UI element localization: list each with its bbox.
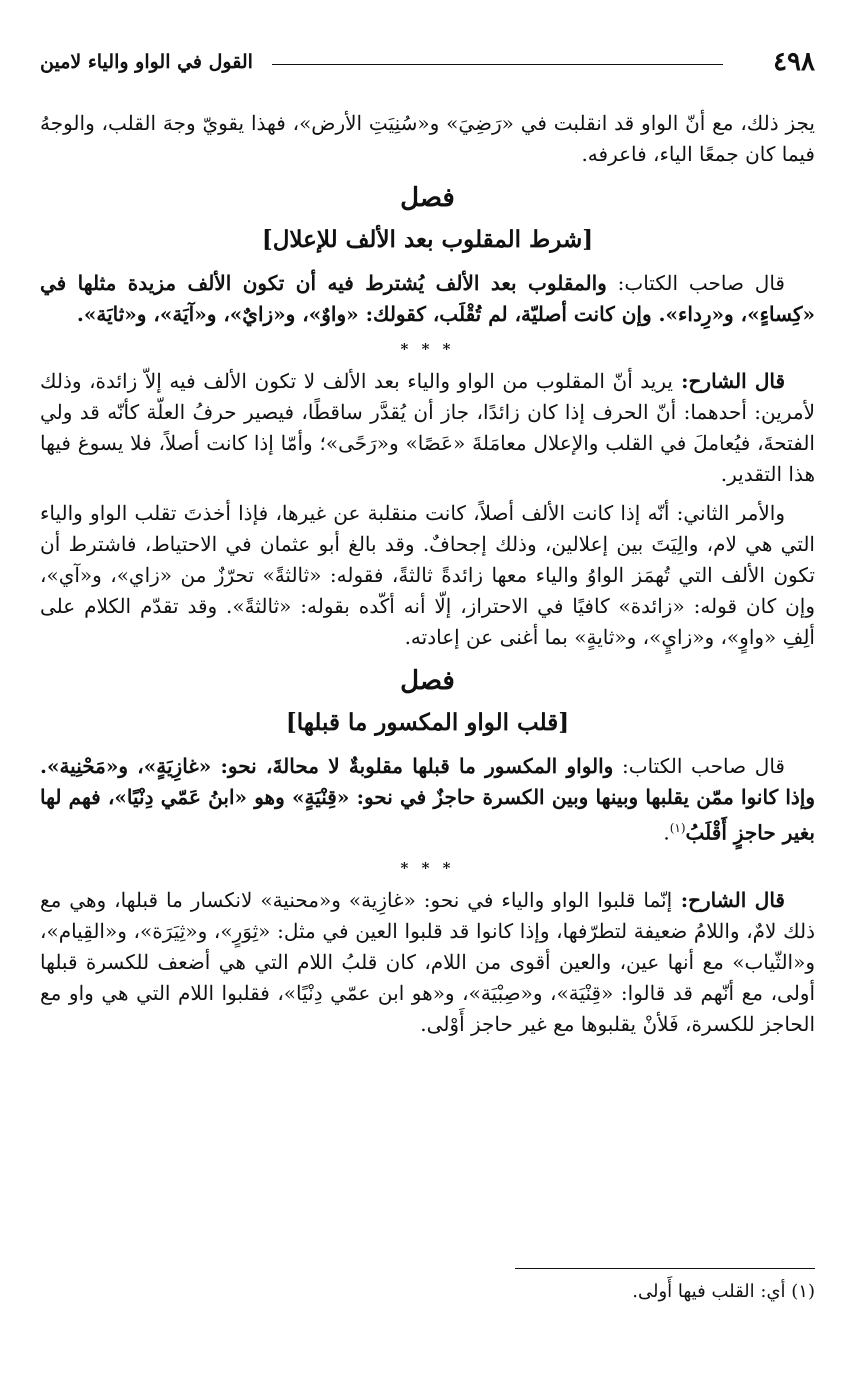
footnote-marker: (١)	[669, 821, 686, 835]
header-rule	[272, 64, 723, 65]
separator-stars: * * *	[400, 340, 455, 358]
section-heading: فصل	[400, 183, 455, 213]
section-subheading: [قلب الواو المكسور ما قبلها]	[285, 709, 570, 736]
commentary-paragraph	[40, 366, 815, 490]
commentator-label: قال الشارح:	[672, 369, 785, 393]
page-number: ٤٩٨	[773, 47, 815, 77]
author-quote: والمقلوب بعد الألف يُشترط فيه أن تكون الألف مزيدة مثلها في «كِساءٍ»، و«رِداء». وإن كانت أصليّة، لم تُقْلَب، كقولك: «واوٌ»، و«زايٌ»، و«آيَة»، و«ثايَة».	[40, 271, 815, 326]
footnote: (١) أي: القلب فيها أَولى.	[632, 1281, 815, 1302]
separator-stars: * * *	[400, 858, 455, 877]
running-header	[40, 46, 815, 78]
commentary-paragraph: والأمر الثاني: أنّه إذا كانت الألف أصلاً، كانت منقلبة عن غيرها، فإذا أخذتَ تقلب الواو والياء التي هي لام، والِيَتَ بين إعلالين، وذلك إجحافٌ. وقد بالغ أبو عثمان في الاحتياط، فاشترط أن تكون الألف التي تُهمَز الواوُ والياء معها زائدةً ثالثةً، فقوله: «ثالثةً» تحرّزٌ من «زاي»، و«آي»، وإن كان قوله: «زائدة» كافيًا في الاحتراز، إلّا أنه أكّده بقوله: «ثالثةً». وقد تقدّم الكلام على ألِفِ «واوٍ»، و«زايٍ»، و«ثايةٍ» بما أغنى عن إعادته.	[40, 501, 815, 649]
page-body	[40, 108, 815, 1048]
section-heading: فصل	[400, 666, 455, 696]
commentary-paragraph	[40, 885, 815, 1040]
commentator-label: قال الشارح:	[672, 887, 785, 912]
commentary-text: إنّما قلبوا الواو والياء في نحو: «غازِية» و«محنية» لانكسار ما قبلها، وهي مع ذلك لامٌ، واللامُ ضعيفة لتطرّفها، وإذا كانوا قد قلبوا العين في مثل: «ثِوَرٍ»، و«ثِيَرَة»، و«القِيام»، و«الثّياب» مع أنها عين، والعين أقوى من اللام، كان قلبُ اللام التي هي أضعف للكسرة قبلها أولى، مع أنّهم قد قالوا: «قِنْيَة»، و«صِبْيَة»، و«هو ابن عمّي دِنْيًا»، فقلبوا اللام التي هي واو مع الحاجز للكسرة، فَلأنْ يقلبوها مع غير حاجز أَوْلى.	[40, 887, 815, 1036]
paragraph-continuation: يجز ذلك، مع أنّ الواو قد انقلبت في «رَضِيَ» و«سُنِيَتِ الأرض»، فهذا يقويّ وجهَ القلب، والوجهُ فيما كان جمعًا الياء، فاعرفه.	[40, 111, 815, 166]
author-quote: والواو المكسور ما قبلها مقلوبةٌ لا محالةَ، نحو: «غازِيَةٍ»، و«مَحْنِية». وإذا كانوا ممّن يقلبها وبينها وبين الكسرة حاجزٌ في نحو: «قِنْيَةٍ» وهو «ابنُ عَمّي دِنْيًا»، فهم لها بغير حاجزٍ أَقْلَبُ	[40, 754, 815, 845]
author-label: قال صاحب الكتاب:	[606, 271, 785, 295]
commentary-text: يريد أنّ المقلوب من الواو والياء بعد الألف لا تكون الألف فيه إلاّ زائدة، وذلك لأمرين: أحدهما: أنّ الحرف إذا كان زائدًا، جاز أن يُقدَّر ساقطًا، فيصير حرفُ العلّة كأنّه قد ولي الفتحةَ، فيُعاملَ في القلب والإعلال معامَلةَ «عَصًا» و«رَحًى»؛ وأمّا إذا كانت أصلاً، فلا يسوغ فيها هذا التقدير.	[40, 369, 815, 486]
running-title: القول في الواو والياء لامين	[40, 51, 253, 73]
footnote-rule	[515, 1268, 815, 1269]
author-text	[40, 268, 815, 330]
author-label: قال صاحب الكتاب:	[613, 754, 785, 778]
section-subheading: [شرط المقلوب بعد الألف للإعلال]	[261, 226, 594, 253]
author-text: قال صاحب الكتاب: والواو المكسور ما قبلها مقلوبةٌ لا محالةَ، نحو: «غازِيَةٍ»، و«مَحْنِية». وإذا كانوا ممّن يقلبها وبينها وبين الكسرة حاجزٌ في نحو: «قِنْيَةٍ» وهو «ابنُ عَمّي دِنْيًا»، فهم لها بغير حاجزٍ أَقْلَبُ$^{(١)}$.	[40, 754, 815, 845]
